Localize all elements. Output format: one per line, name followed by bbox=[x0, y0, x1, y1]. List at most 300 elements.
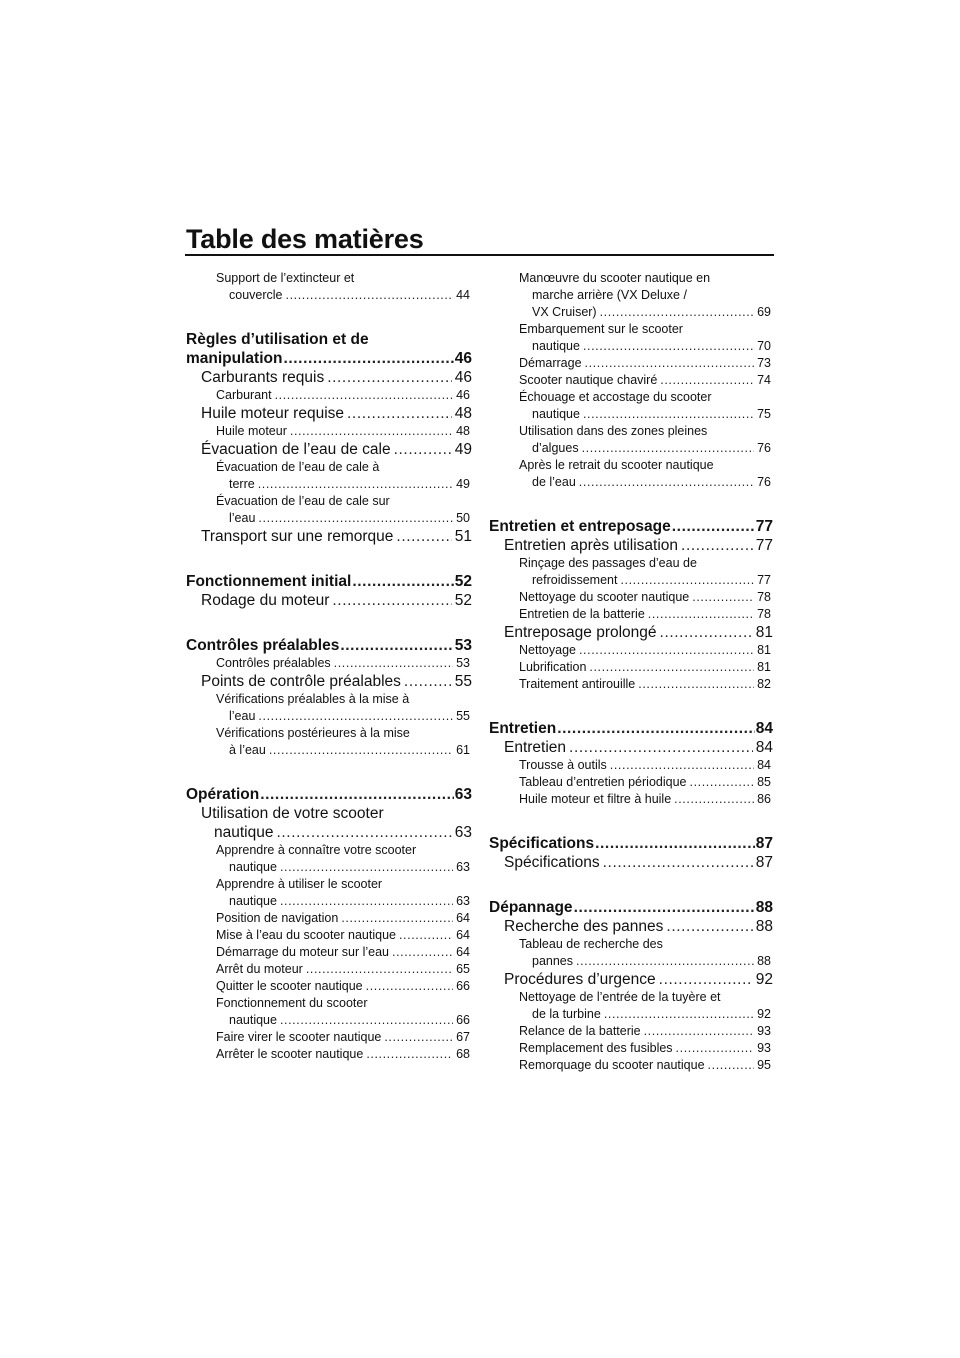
toc-subsection bbox=[489, 1023, 773, 1040]
toc-entry-row bbox=[519, 474, 773, 491]
toc-page-number: 92 bbox=[755, 971, 773, 988]
toc-entry-row bbox=[216, 655, 472, 672]
toc-entry-text: Tableau de recherche des bbox=[519, 937, 663, 951]
toc-chapter bbox=[489, 517, 773, 536]
toc-entry-text: l’eau bbox=[229, 511, 256, 525]
toc-entry-row bbox=[519, 572, 773, 589]
dot-leader bbox=[690, 774, 755, 791]
dot-leader bbox=[334, 655, 453, 672]
toc-entry-row bbox=[519, 589, 773, 606]
dot-leader bbox=[404, 672, 452, 691]
toc-left-column bbox=[186, 270, 472, 1063]
toc-chapter bbox=[186, 572, 472, 591]
toc-page-number: 69 bbox=[757, 305, 771, 319]
toc-page-number: 64 bbox=[456, 911, 470, 925]
toc-subsection bbox=[186, 876, 472, 910]
dot-leader bbox=[283, 349, 453, 368]
dot-leader bbox=[620, 572, 754, 589]
toc-page-number: 93 bbox=[757, 1024, 771, 1038]
toc-subsection bbox=[186, 423, 472, 440]
toc-section bbox=[489, 623, 773, 642]
toc-entry-row bbox=[216, 1029, 472, 1046]
dot-leader bbox=[708, 1057, 755, 1074]
toc-section bbox=[186, 368, 472, 387]
toc-subsection bbox=[489, 372, 773, 389]
toc-entry-text: Arrêter le scooter nautique bbox=[216, 1047, 364, 1061]
dot-leader bbox=[327, 368, 452, 387]
toc-entry-row bbox=[216, 1046, 472, 1063]
dot-leader bbox=[644, 1023, 754, 1040]
toc-page-number: 82 bbox=[757, 677, 771, 691]
toc-entry-text: Points de contrôle préalables bbox=[201, 673, 401, 690]
toc-page-number: 53 bbox=[454, 637, 472, 654]
toc-page-number: 52 bbox=[454, 573, 472, 590]
toc-page-number: 95 bbox=[757, 1058, 771, 1072]
toc-page-number: 86 bbox=[757, 792, 771, 806]
toc-section bbox=[186, 804, 472, 842]
toc-entry-text: nautique bbox=[532, 407, 580, 421]
dot-leader bbox=[332, 591, 451, 610]
toc-entry-text: Spécifications bbox=[489, 835, 595, 852]
toc-entry-text: manipulation bbox=[186, 350, 283, 367]
toc-entry-text: marche arrière (VX Deluxe / bbox=[532, 288, 687, 302]
dot-leader bbox=[638, 676, 754, 693]
toc-page-number: 64 bbox=[456, 928, 470, 942]
toc-subsection bbox=[186, 842, 472, 876]
toc-entry-row bbox=[504, 536, 773, 555]
dot-leader bbox=[660, 372, 754, 389]
toc-entry-text: Remplacement des fusibles bbox=[519, 1041, 673, 1055]
toc-entry-text: Huile moteur bbox=[216, 424, 287, 438]
toc-entry-row bbox=[489, 517, 773, 536]
toc-subsection bbox=[489, 321, 773, 355]
toc-entry-text: nautique bbox=[532, 339, 580, 353]
dot-leader bbox=[340, 636, 453, 655]
toc-page-number: 63 bbox=[456, 894, 470, 908]
dot-leader bbox=[394, 440, 452, 459]
dot-leader bbox=[583, 406, 754, 423]
toc-subsection bbox=[489, 589, 773, 606]
toc-page-number: 92 bbox=[757, 1007, 771, 1021]
toc-subsection bbox=[186, 910, 472, 927]
toc-page-number: 46 bbox=[456, 388, 470, 402]
toc-entry-row bbox=[216, 978, 472, 995]
toc-chapter bbox=[489, 834, 773, 853]
dot-leader bbox=[396, 527, 451, 546]
dot-leader bbox=[600, 304, 755, 321]
dot-leader bbox=[585, 355, 755, 372]
dot-leader bbox=[280, 1012, 453, 1029]
toc-entry-row bbox=[216, 742, 472, 759]
toc-entry-row bbox=[216, 510, 472, 527]
toc-entry-text: Mise à l’eau du scooter nautique bbox=[216, 928, 396, 942]
toc-page-number: 76 bbox=[757, 475, 771, 489]
toc-page-number: 55 bbox=[456, 709, 470, 723]
dot-leader bbox=[589, 659, 754, 676]
toc-entry-text: Opération bbox=[186, 786, 260, 803]
toc-entry-text: Trousse à outils bbox=[519, 758, 607, 772]
toc-subsection bbox=[186, 691, 472, 725]
toc-entry-text: Rinçage des passages d’eau de bbox=[519, 556, 697, 570]
toc-entry-text: Fonctionnement initial bbox=[186, 573, 352, 590]
toc-page-number: 77 bbox=[755, 537, 773, 554]
toc-entry-row bbox=[504, 917, 773, 936]
toc-page-number: 81 bbox=[755, 624, 773, 641]
toc-subsection bbox=[489, 555, 773, 589]
toc-page-number: 85 bbox=[757, 775, 771, 789]
toc-entry-row bbox=[504, 623, 773, 642]
dot-leader bbox=[674, 791, 754, 808]
toc-entry-row bbox=[186, 572, 472, 591]
toc-subsection bbox=[489, 989, 773, 1023]
toc-entry-text: nautique bbox=[229, 894, 277, 908]
toc-entry-text: Embarquement sur le scooter bbox=[519, 322, 683, 336]
toc-entry-row bbox=[504, 970, 773, 989]
toc-entry-row bbox=[216, 944, 472, 961]
dot-leader bbox=[595, 834, 755, 853]
toc-section bbox=[489, 536, 773, 555]
toc-subsection bbox=[186, 961, 472, 978]
dot-leader bbox=[258, 510, 453, 527]
toc-page-number: 88 bbox=[757, 954, 771, 968]
toc-entry-row bbox=[186, 785, 472, 804]
toc-entry-row bbox=[519, 791, 773, 808]
toc-entry-row bbox=[201, 591, 472, 610]
toc-section bbox=[489, 853, 773, 872]
toc-subsection bbox=[186, 978, 472, 995]
toc-entry-row bbox=[201, 823, 472, 842]
toc-entry-row bbox=[489, 834, 773, 853]
toc-subsection bbox=[489, 606, 773, 623]
toc-section bbox=[186, 672, 472, 691]
dot-leader bbox=[676, 1040, 755, 1057]
toc-entry-text: Entretien après utilisation bbox=[504, 537, 679, 554]
toc-entry-text: Huile moteur requise bbox=[201, 405, 345, 422]
toc-entry-row bbox=[519, 1040, 773, 1057]
toc-page-number: 61 bbox=[456, 743, 470, 757]
toc-entry-row bbox=[216, 1012, 472, 1029]
toc-page-number: 78 bbox=[757, 607, 771, 621]
toc-page-number: 44 bbox=[456, 288, 470, 302]
toc-entry-text: Vérifications préalables à la mise à bbox=[216, 692, 410, 706]
toc-entry-text: à l’eau bbox=[229, 743, 266, 757]
toc-subsection bbox=[489, 676, 773, 693]
title-rule bbox=[185, 254, 774, 256]
dot-leader bbox=[603, 853, 753, 872]
toc-entry-text: de l’eau bbox=[532, 475, 576, 489]
toc-entry-text: Utilisation dans des zones pleines bbox=[519, 424, 708, 438]
toc-entry-row bbox=[201, 404, 472, 423]
toc-subsection bbox=[186, 725, 472, 759]
toc-entry-text: d’algues bbox=[532, 441, 579, 455]
toc-entry-row bbox=[201, 368, 472, 387]
toc-chapter bbox=[186, 330, 472, 368]
dot-leader bbox=[290, 423, 453, 440]
toc-subsection bbox=[186, 387, 472, 404]
toc-entry-text: Entretien bbox=[489, 720, 557, 737]
toc-entry-row bbox=[519, 953, 773, 970]
toc-entry-row bbox=[216, 476, 472, 493]
toc-entry-row bbox=[201, 672, 472, 691]
toc-subsection bbox=[489, 355, 773, 372]
dot-leader bbox=[569, 738, 753, 757]
toc-entry-row bbox=[186, 349, 472, 368]
toc-entry-text: Relance de la batterie bbox=[519, 1024, 641, 1038]
toc-entry-text: Évacuation de l’eau de cale sur bbox=[216, 494, 390, 508]
toc-entry-text: terre bbox=[229, 477, 255, 491]
toc-entry-row bbox=[519, 676, 773, 693]
toc-section bbox=[186, 440, 472, 459]
dot-leader bbox=[269, 742, 453, 759]
toc-entry-text: couvercle bbox=[229, 288, 283, 302]
toc-entry-row bbox=[201, 440, 472, 459]
toc-page-number: 66 bbox=[456, 979, 470, 993]
toc-entry-text: VX Cruiser) bbox=[532, 305, 597, 319]
dot-leader bbox=[366, 1046, 453, 1063]
toc-entry-text: Entretien et entreposage bbox=[489, 518, 671, 535]
toc-entry-row bbox=[216, 287, 472, 304]
toc-chapter bbox=[186, 785, 472, 804]
toc-subsection bbox=[489, 774, 773, 791]
toc-entry-text: Contrôles préalables bbox=[186, 637, 340, 654]
toc-subsection bbox=[489, 936, 773, 970]
dot-leader bbox=[666, 917, 752, 936]
toc-subsection bbox=[186, 944, 472, 961]
toc-entry-text: pannes bbox=[532, 954, 574, 968]
toc-entry-text: Vérifications postérieures à la mise bbox=[216, 726, 410, 740]
toc-entry-text: nautique bbox=[214, 824, 274, 841]
toc-section bbox=[186, 527, 472, 546]
toc-entry-text: Nettoyage du scooter nautique bbox=[519, 590, 690, 604]
toc-entry-text: nautique bbox=[229, 860, 277, 874]
toc-page-number: 46 bbox=[454, 369, 472, 386]
toc-subsection bbox=[186, 493, 472, 527]
toc-entry-text: refroidissement bbox=[532, 573, 618, 587]
toc-page-number: 46 bbox=[454, 350, 472, 367]
toc-entry-text: Entretien de la batterie bbox=[519, 607, 645, 621]
dot-leader bbox=[579, 474, 754, 491]
dot-leader bbox=[347, 404, 452, 423]
toc-entry-text: Remorquage du scooter nautique bbox=[519, 1058, 705, 1072]
toc-entry-row bbox=[519, 1006, 773, 1023]
dot-leader bbox=[258, 708, 453, 725]
dot-leader bbox=[681, 536, 753, 555]
dot-leader bbox=[260, 785, 454, 804]
toc-page-number: 74 bbox=[757, 373, 771, 387]
toc-section bbox=[489, 970, 773, 989]
toc-entry-row bbox=[519, 355, 773, 372]
toc-entry-row bbox=[519, 372, 773, 389]
toc-entry-text: Rodage du moteur bbox=[201, 592, 330, 609]
dot-leader bbox=[692, 589, 754, 606]
toc-page-number: 76 bbox=[757, 441, 771, 455]
toc-entry-text: Position de navigation bbox=[216, 911, 339, 925]
toc-entry-text: Recherche des pannes bbox=[504, 918, 664, 935]
dot-leader bbox=[384, 1029, 453, 1046]
toc-subsection bbox=[489, 1057, 773, 1074]
toc-entry-row bbox=[216, 859, 472, 876]
toc-section bbox=[489, 738, 773, 757]
toc-page-number: 51 bbox=[454, 528, 472, 545]
toc-page-number: 49 bbox=[456, 477, 470, 491]
toc-subsection bbox=[489, 270, 773, 321]
toc-subsection bbox=[489, 1040, 773, 1057]
toc-entry-row bbox=[519, 642, 773, 659]
toc-subsection bbox=[186, 995, 472, 1029]
dot-leader bbox=[583, 338, 754, 355]
toc-entry-text: de la turbine bbox=[532, 1007, 601, 1021]
toc-entry-text: Arrêt du moteur bbox=[216, 962, 303, 976]
toc-page-number: 87 bbox=[755, 854, 773, 871]
toc-page-number: 87 bbox=[755, 835, 773, 852]
toc-entry-text: Manœuvre du scooter nautique en bbox=[519, 271, 711, 285]
toc-entry-text: Entretien bbox=[504, 739, 567, 756]
dot-leader bbox=[280, 893, 453, 910]
toc-page-number: 64 bbox=[456, 945, 470, 959]
toc-right-column bbox=[489, 270, 773, 1074]
toc-section bbox=[186, 591, 472, 610]
toc-subsection bbox=[186, 1029, 472, 1046]
toc-entry-row bbox=[519, 338, 773, 355]
toc-entry-text: Apprendre à connaître votre scooter bbox=[216, 843, 417, 857]
toc-entry-text: Nettoyage bbox=[519, 643, 576, 657]
toc-page-number: 78 bbox=[757, 590, 771, 604]
toc-page-number: 88 bbox=[755, 899, 773, 916]
toc-entry-row bbox=[504, 853, 773, 872]
toc-subsection bbox=[186, 459, 472, 493]
toc-subsection bbox=[186, 927, 472, 944]
toc-subsection bbox=[489, 791, 773, 808]
toc-subsection bbox=[489, 423, 773, 457]
toc-entry-text: Dépannage bbox=[489, 899, 573, 916]
toc-chapter bbox=[186, 636, 472, 655]
toc-entry-row bbox=[216, 927, 472, 944]
toc-entry-text: Démarrage du moteur sur l’eau bbox=[216, 945, 389, 959]
toc-entry-row bbox=[519, 1023, 773, 1040]
toc-page-number: 63 bbox=[454, 786, 472, 803]
toc-entry-text: Carburants requis bbox=[201, 369, 325, 386]
toc-entry-text: Tableau d’entretien périodique bbox=[519, 775, 687, 789]
toc-section bbox=[489, 917, 773, 936]
toc-entry-text: Nettoyage de l’entrée de la tuyère et bbox=[519, 990, 721, 1004]
toc-page-number: 70 bbox=[757, 339, 771, 353]
toc-entry-text: Lubrification bbox=[519, 660, 587, 674]
dot-leader bbox=[352, 572, 453, 591]
toc-page-number: 67 bbox=[456, 1030, 470, 1044]
toc-page-number: 66 bbox=[456, 1013, 470, 1027]
toc-entry-text: Entreposage prolongé bbox=[504, 624, 657, 641]
toc-entry-row bbox=[201, 527, 472, 546]
toc-page-number: 77 bbox=[755, 518, 773, 535]
dot-leader bbox=[258, 476, 453, 493]
toc-entry-text: Évacuation de l’eau de cale à bbox=[216, 460, 380, 474]
toc-page-number: 68 bbox=[456, 1047, 470, 1061]
toc-page-number: 84 bbox=[755, 739, 773, 756]
toc-entry-text: nautique bbox=[229, 1013, 277, 1027]
dot-leader bbox=[306, 961, 453, 978]
toc-page-number: 63 bbox=[456, 860, 470, 874]
toc-page-number: 88 bbox=[755, 918, 773, 935]
dot-leader bbox=[604, 1006, 754, 1023]
toc-entry-row bbox=[489, 898, 773, 917]
toc-page-number: 65 bbox=[456, 962, 470, 976]
toc-entry-text: Carburant bbox=[216, 388, 272, 402]
toc-entry-row bbox=[216, 423, 472, 440]
toc-page-number: 93 bbox=[757, 1041, 771, 1055]
dot-leader bbox=[275, 387, 454, 404]
toc-entry-text: Faire virer le scooter nautique bbox=[216, 1030, 382, 1044]
toc-entry-text: Support de l’extincteur et bbox=[216, 271, 355, 285]
toc-page-number: 63 bbox=[454, 824, 472, 841]
toc-entry-row bbox=[519, 304, 773, 321]
toc-entry-text: Spécifications bbox=[504, 854, 600, 871]
toc-subsection bbox=[186, 270, 472, 304]
dot-leader bbox=[579, 642, 754, 659]
toc-entry-row bbox=[216, 910, 472, 927]
toc-entry-row bbox=[216, 387, 472, 404]
toc-entry-text: Huile moteur et filtre à huile bbox=[519, 792, 672, 806]
toc-page-number: 55 bbox=[454, 673, 472, 690]
toc-entry-row bbox=[216, 961, 472, 978]
toc-entry-text: Traitement antirouille bbox=[519, 677, 636, 691]
dot-leader bbox=[659, 970, 753, 989]
toc-entry-row bbox=[519, 659, 773, 676]
toc-entry-row bbox=[216, 708, 472, 725]
toc-page-number: 52 bbox=[454, 592, 472, 609]
dot-leader bbox=[366, 978, 453, 995]
toc-subsection bbox=[186, 1046, 472, 1063]
toc-entry-row bbox=[489, 719, 773, 738]
toc-entry-row bbox=[519, 606, 773, 623]
toc-entry-text: Quitter le scooter nautique bbox=[216, 979, 363, 993]
toc-entry-row bbox=[186, 636, 472, 655]
dot-leader bbox=[660, 623, 753, 642]
toc-subsection bbox=[489, 389, 773, 423]
toc-subsection bbox=[186, 655, 472, 672]
toc-page-number: 81 bbox=[757, 643, 771, 657]
dot-leader bbox=[392, 944, 453, 961]
page-title: Table des matières bbox=[186, 224, 424, 254]
dot-leader bbox=[582, 440, 755, 457]
toc-page-number: 77 bbox=[757, 573, 771, 587]
toc-subsection bbox=[489, 642, 773, 659]
toc-entry-row bbox=[519, 440, 773, 457]
toc-page-number: 49 bbox=[454, 441, 472, 458]
toc-page-number: 50 bbox=[456, 511, 470, 525]
toc-subsection bbox=[489, 757, 773, 774]
toc-entry-text: Échouage et accostage du scooter bbox=[519, 390, 712, 404]
dot-leader bbox=[399, 927, 453, 944]
toc-entry-row bbox=[504, 738, 773, 757]
toc-entry-text: l’eau bbox=[229, 709, 256, 723]
dot-leader bbox=[576, 953, 754, 970]
toc-entry-text: Démarrage bbox=[519, 356, 582, 370]
dot-leader bbox=[286, 287, 454, 304]
dot-leader bbox=[557, 719, 755, 738]
toc-chapter bbox=[489, 719, 773, 738]
dot-leader bbox=[648, 606, 754, 623]
dot-leader bbox=[574, 898, 755, 917]
toc-entry-row bbox=[519, 1057, 773, 1074]
toc-entry-text: Évacuation de l’eau de cale bbox=[201, 441, 391, 458]
toc-entry-text: Fonctionnement du scooter bbox=[216, 996, 368, 1010]
toc-entry-text: Apprendre à utiliser le scooter bbox=[216, 877, 383, 891]
toc-entry-text: Utilisation de votre scooter bbox=[201, 805, 384, 822]
toc-entry-text: Transport sur une remorque bbox=[201, 528, 394, 545]
toc-subsection bbox=[489, 457, 773, 491]
toc-entry-text: Scooter nautique chaviré bbox=[519, 373, 658, 387]
toc-page-number: 73 bbox=[757, 356, 771, 370]
